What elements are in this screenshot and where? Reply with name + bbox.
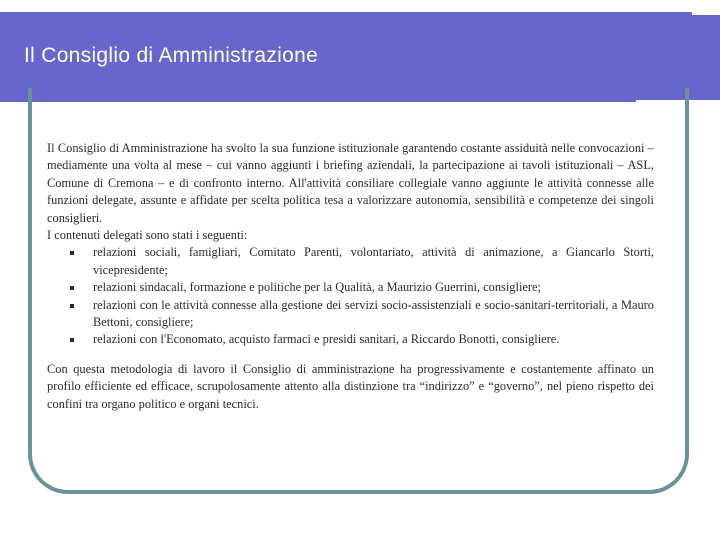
conclusion-paragraph: Con questa metodologia di lavoro il Consiglio di amministrazione ha progressivamente e costantemente affinato un profilo efficiente ed efficace, scrupolosamente attento alla distinzione tra “indirizzo” e “governo”, nel pieno rispetto dei confini tra organo politico e organi tecnici. <box>47 361 654 411</box>
intro-paragraph: Il Consiglio di Amministrazione ha svolto la sua funzione istituzionale garantendo costante assiduità nelle convocazioni – mediamente una volta al mese – cui vanno aggiunti i briefing aziendali, la partecipazione ai tavoli istituzionali – ASL, Comune di Cremona – e di confronto interno. All'attività consiliare collegiale vanno aggiunte le attività connesse alle funzioni delegate, assunte e affidate per scelta politica tesa a valorizzare autonomia, sensibilità e competenze dei singoli consiglieri. <box>47 141 654 225</box>
paragraph-gap <box>47 349 654 361</box>
slide-title: Il Consiglio di Amministrazione <box>24 44 319 67</box>
bullet-icon <box>70 286 74 290</box>
list-item: relazioni con l'Economato, acquisto farmaci e presidi sanitari, a Riccardo Bonotti, consigliere. <box>47 331 654 348</box>
list-item: relazioni sindacali, formazione e politiche per la Qualità, a Maurizio Guerrini, consigliere; <box>47 279 654 296</box>
document-text <box>47 140 654 413</box>
delegations-list <box>47 244 654 348</box>
list-item: relazioni con le attività connesse alla gestione dei servizi socio-assistenziali e socio-sanitari-territoriali, a Mauro Bettoni, consigliere; <box>47 297 654 332</box>
list-item: relazioni sociali, famigliari, Comitato Parenti, volontariato, attività di animazione, a Giancarlo Storti, vicepresidente; <box>47 244 654 279</box>
title-bar-notch-top <box>692 12 720 15</box>
bullet-icon <box>70 251 74 255</box>
bullet-icon <box>70 304 74 308</box>
list-heading: I contenuti delegati sono stati i seguenti: <box>47 228 248 243</box>
bullet-icon <box>70 338 74 342</box>
